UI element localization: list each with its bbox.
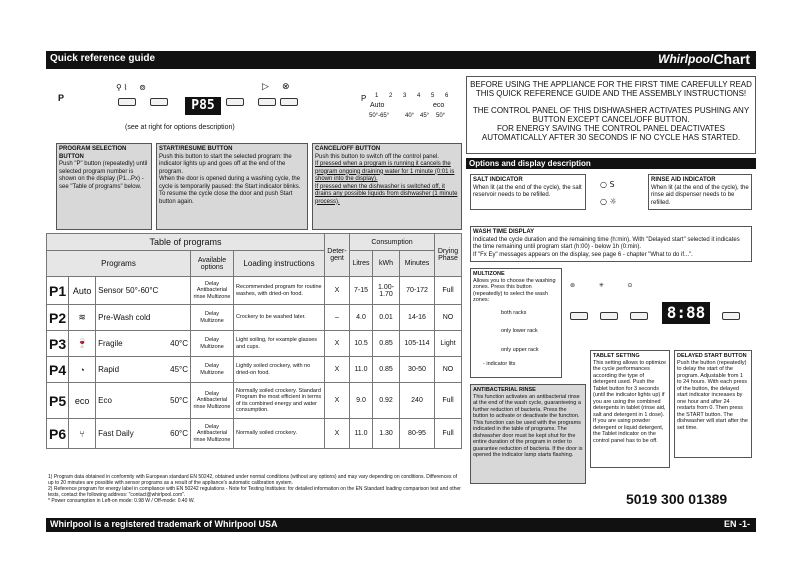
prog-detergent: – — [325, 305, 350, 331]
note-title: WASH TIME DISPLAY — [473, 229, 535, 235]
wash-time-display: 8:88 — [662, 302, 710, 324]
prog-numbers — [375, 93, 465, 101]
th-litres: Litres — [350, 251, 373, 277]
prog-minutes: 70-172 — [400, 277, 435, 305]
option-button-3[interactable] — [226, 98, 244, 106]
prog-kwh: 0.01 — [373, 305, 400, 331]
note-title: MULTIZONE — [473, 271, 505, 277]
th-consumption: Consumption — [350, 234, 435, 251]
delayed-start-box — [674, 350, 752, 458]
prog-loading: Normally soiled crockery. Standard Program the most efficient in terms of its combined energy and water consumption. — [234, 383, 325, 419]
start-button[interactable] — [258, 98, 276, 106]
prog-options: Delay Multizone — [191, 357, 234, 383]
note-body: If "Fx Ey" messages appears on the display, see page 6 - chapter "What to do if...". — [473, 251, 693, 258]
zone-item: only upper rack — [501, 346, 539, 353]
footer-page: EN -1- — [723, 519, 750, 529]
prog-number: P1 — [47, 277, 69, 305]
prog-loading: Light soiling, for example glasses and cups. — [234, 331, 325, 357]
note-body: Indicated the cycle duration and the remaining time (h:min). With "Delayed start" selected it indicates the time remaining until program start (h:00) - below 1h (0:min). — [473, 236, 740, 250]
note-title: START/RESUME BUTTON — [159, 146, 233, 152]
options-title: Options and display description — [466, 158, 756, 169]
antibacterial-box — [470, 384, 586, 484]
prog-name — [96, 331, 191, 357]
prog-drying: NO — [435, 305, 462, 331]
note-program-selection — [56, 143, 152, 230]
prog-number: P3 — [47, 331, 69, 357]
prog-number: P4 — [47, 357, 69, 383]
panel-caption: (see at right for options description) — [125, 124, 235, 131]
antibacterial-icon: ✳ — [598, 282, 604, 289]
programs-table — [46, 233, 462, 449]
prog-num: 4 — [417, 93, 421, 99]
prog-drying: Full — [435, 277, 462, 305]
auto-temp: 50°-65° — [369, 113, 390, 119]
prog-num: 1 — [375, 93, 379, 99]
notice-line: FOR ENERGY SAVING THE CONTROL PANEL DEACTIVATES AUTOMATICALLY AFTER 30 SECONDS IF NO CYCLE HAS STARTED. — [481, 124, 741, 142]
notice-line: BEFORE USING THE APPLIANCE FOR THE FIRST TIME CAREFULLY READ THIS QUICK REFERENCE GUIDE AND THE ASSEMBLY INSTRUCTIONS! — [470, 80, 752, 98]
salt-icon: ○ S — [600, 180, 615, 189]
th-detergent: Deter-gent — [325, 234, 350, 277]
footer-bar — [46, 518, 756, 532]
prog-number: P6 — [47, 419, 69, 449]
prog-kwh: 1.30 — [373, 419, 400, 449]
prog-name — [96, 383, 191, 419]
footer-trademark: Whirlpool is a registered trademark of Whirlpool USA — [50, 519, 278, 529]
prog-title: Fragile — [98, 339, 123, 348]
prog-title: Rapid — [98, 365, 120, 374]
prog-loading: Normally soiled crockery. — [234, 419, 325, 449]
th-kwh: kWh — [373, 251, 400, 277]
table-title: Table of programs — [47, 234, 325, 251]
prog-num: 3 — [403, 93, 407, 99]
prog-num: 5 — [431, 93, 435, 99]
prog-number: P2 — [47, 305, 69, 331]
note-body: Push this button to start the selected program: the indicator lights up and goes off at the end of the program. — [159, 153, 292, 175]
prog-loading: Recommended program for routine washes, with dried-on food. — [234, 277, 325, 305]
note-start-resume — [156, 143, 308, 230]
note-title: DELAYED START BUTTON — [677, 353, 747, 359]
prog-minutes: 14-16 — [400, 305, 435, 331]
prog-name — [96, 419, 191, 449]
prog-drying: Full — [435, 419, 462, 449]
note-body: When lit (at the end of the cycle), the salt reservoir needs to be refilled. — [473, 184, 582, 198]
prog-temp: 40°C — [170, 339, 188, 348]
note-body: This setting allows to optimize the cycle performances according the type of detergent used. Push the Tablet button for 3 seconds (until the indicator lights up) if you are using the combined detergents in tablet (rinse aid, salt and detergent in 1 dose). If you are using powder detergent or liquid detergent, the Tablet indicator on the control panel has to be off. — [593, 359, 667, 444]
prog-drying: Full — [435, 383, 462, 419]
wash-time-box — [470, 226, 752, 262]
prog-litres: 10.5 — [350, 331, 373, 357]
footnote: * Power consumption in Left-on mode: 0.98 W / Off-mode: 0.40 W. — [48, 498, 195, 504]
antibacterial-button[interactable] — [600, 312, 618, 320]
prog-temp: 45°C — [170, 365, 188, 374]
prog-drying: Light — [435, 331, 462, 357]
prog-minutes: 240 — [400, 383, 435, 419]
option-button-2[interactable] — [150, 98, 168, 106]
prog-options: Delay Antibacterial rinse Multizone — [191, 419, 234, 449]
note-title: PROGRAM SELECTION BUTTON — [59, 146, 127, 160]
prog-number: P5 — [47, 383, 69, 419]
rinse-aid-icon: ○ ☼ — [600, 197, 617, 206]
rinse-aid-indicator-box — [648, 174, 752, 210]
note-body: Push this button to switch off the control panel. — [315, 153, 439, 160]
prog-loading: Crockery to be washed later. — [234, 305, 325, 331]
th-programs: Programs — [47, 251, 191, 277]
temp-45: 45° — [420, 113, 430, 119]
note-body: When the door is opened during a washing cycle, the cycle is temporarily paused: the Start indicator blinks. To resume the cycle close the door and push Start button again. — [159, 176, 301, 205]
option-button-1[interactable] — [118, 98, 136, 106]
zone-item: - indicator lits — [483, 361, 516, 367]
prog-name — [96, 305, 191, 331]
notice-line: THE CONTROL PANEL OF THIS DISHWASHER ACTIVATES PUSHING ANY BUTTON EXCEPT CANCEL/OFF BUTTON. — [472, 106, 750, 124]
off-icon[interactable]: ⊗ — [282, 82, 290, 92]
prog-num: 6 — [445, 93, 449, 99]
prog-minutes: 80-95 — [400, 419, 435, 449]
prog-detergent: X — [325, 277, 350, 305]
note-title: ANTIBACTERIAL RINSE — [473, 387, 536, 393]
auto-icon: Auto — [69, 277, 96, 305]
tablet-setting-box — [590, 350, 670, 468]
prog-options: Delay Antibacterial rinse Multizone — [191, 277, 234, 305]
prog-title: Fast Daily — [98, 429, 134, 438]
prog-litres: 4.0 — [350, 305, 373, 331]
prog-loading: Lightly soiled crockery, with no dried-on food. — [234, 357, 325, 383]
table-row — [47, 331, 462, 357]
glasses-icon: 🍷 — [69, 331, 96, 357]
delay-button[interactable] — [722, 312, 740, 320]
prog-options: Delay Multizone — [191, 305, 234, 331]
zone-item: both racks — [501, 309, 527, 316]
off-button[interactable] — [280, 98, 298, 106]
th-loading: Loading instructions — [234, 251, 325, 277]
prog-name — [96, 277, 191, 305]
start-icon[interactable]: ▷ — [262, 82, 269, 92]
prog-minutes: 30-50 — [400, 357, 435, 383]
zone-icon: ⊚ — [570, 282, 576, 289]
salt-icon: ⌇ — [123, 83, 128, 92]
main-display: P85 — [185, 97, 221, 115]
table-row — [47, 277, 462, 305]
th-drying: Drying Phase — [435, 234, 462, 277]
panel-icons — [116, 84, 146, 94]
prog-label: P — [361, 94, 367, 103]
table-row — [47, 383, 462, 419]
product-code: 5019 300 01389 — [626, 491, 728, 507]
header-title: Quick reference guide — [50, 53, 156, 64]
multizone-box — [470, 268, 562, 378]
note-title: RINSE AID INDICATOR — [651, 177, 716, 183]
prog-button[interactable]: P — [58, 93, 65, 103]
table-row — [47, 305, 462, 331]
eco-icon: eco — [69, 383, 96, 419]
eco-label: eco — [433, 102, 445, 109]
note-body: This function activates an antibacterial rinse at the end of the wash cycle, guaranteeing a further reduction of bacteria. Press the button to activate or deactivate the function. This function can be used with the programs indicated in the table of programs. The dishwasher door must be kept shut for the entire duration of the program in order to guarantee reduction of bacteria. If the door is opened the indicator lamp starts flashing. — [473, 393, 583, 458]
note-title: TABLET SETTING — [593, 353, 640, 359]
panel2-icons — [570, 282, 632, 291]
prog-kwh: 0.85 — [373, 357, 400, 383]
multizone-button[interactable] — [570, 312, 588, 320]
prog-minutes: 105-114 — [400, 331, 435, 357]
th-options: Available options — [191, 251, 234, 277]
prog-litres: 11.0 — [350, 357, 373, 383]
note-body: Push the button (repeatedly) to delay the start of the program. Adjustable from 1 to 24 hours. With each press of the button, the delayed start indicator increases by one hour and after 24 restarts from 0. Then press the START button. The dishwasher will start after the set time. — [677, 359, 748, 431]
doc-type: Chart — [713, 51, 750, 67]
temp-40: 40° — [405, 113, 415, 119]
prog-detergent: X — [325, 419, 350, 449]
note-body: Push "P" button (repeatedly) until selected program number is shown on the display (P1...Px) - see "Table of programs" below. — [59, 161, 148, 190]
prog-litres: 9.0 — [350, 383, 373, 419]
note-body: If pressed when the dishwasher is switched off, it drains any possible liquids from dishwasher (1 minute process). — [315, 183, 458, 205]
brand-logo: Whirlpool — [658, 52, 714, 66]
tablet-icon: ⊙ — [627, 282, 633, 289]
table-row — [47, 419, 462, 449]
table-row — [47, 357, 462, 383]
prog-num: 2 — [389, 93, 393, 99]
prog-kwh: 1.00-1.70 — [373, 277, 400, 305]
prewash-icon: ≋ — [69, 305, 96, 331]
note-body: If pressed when a program is running it cancels the program ongoing draining water for 1 minute (0:01 is shown into the display). — [315, 161, 455, 182]
prog-detergent: X — [325, 383, 350, 419]
prog-kwh: 0.92 — [373, 383, 400, 419]
note-title: SALT INDICATOR — [473, 177, 523, 183]
prog-detergent: X — [325, 331, 350, 357]
salt-indicator-box — [470, 174, 586, 210]
notice-box — [466, 76, 756, 154]
prog-options: Delay Antibacterial rinse Multizone — [191, 383, 234, 419]
fastdaily-icon: ⑂ — [69, 419, 96, 449]
note-cancel-off — [312, 143, 462, 230]
temp-50: 50° — [436, 113, 446, 119]
prog-title: Pre-Wash cold — [98, 313, 151, 322]
prog-name — [96, 357, 191, 383]
prog-detergent: X — [325, 357, 350, 383]
footnote: 2) Reference program for energy label in compliance with EN 50242 regulations - Note for Testing Institutes: for detailed information on the EN Standard loading comparison test and other tests, contact the following address: "contact@whirlpool.com". — [48, 486, 461, 498]
prog-litres: 11.0 — [350, 419, 373, 449]
prog-litres: 7-15 — [350, 277, 373, 305]
prog-kwh: 0.85 — [373, 331, 400, 357]
prog-options: Delay Multizone — [191, 331, 234, 357]
note-body: Allows you to choose the washing zones. Press this button (repeatedly) to select the wash zones: — [473, 277, 556, 303]
rapid-icon: ◔ — [69, 357, 96, 383]
footnotes — [48, 474, 462, 504]
prog-drying: NO — [435, 357, 462, 383]
zone-item: only lower rack — [501, 328, 538, 334]
rinse-aid-icon: ⚲ — [116, 83, 122, 92]
prog-temp: 50°C — [170, 396, 188, 405]
prog-temp: 60°C — [170, 429, 188, 438]
prog-title: Sensor 50°-60°C — [98, 286, 159, 295]
th-minutes: Minutes — [400, 251, 435, 277]
prog-title: Eco — [98, 396, 112, 405]
auto-label: Auto — [370, 102, 385, 109]
zone-icon: ⊚ — [139, 83, 146, 92]
note-title: CANCEL/OFF BUTTON — [315, 146, 381, 152]
tablet-button[interactable] — [630, 312, 648, 320]
header-bar — [46, 51, 756, 69]
footnote: 1) Program data obtained in conformity with European standard EN 50242, obtained under normal conditions (without any options) and may vary depending on conditions. Differences of up to 20 minutes are possible with sensor programs as a result of the appliance's automatic calibration system. — [48, 474, 458, 486]
note-body: When lit (at the end of the cycle), the rinse aid dispenser needs to be refilled. — [651, 184, 749, 206]
